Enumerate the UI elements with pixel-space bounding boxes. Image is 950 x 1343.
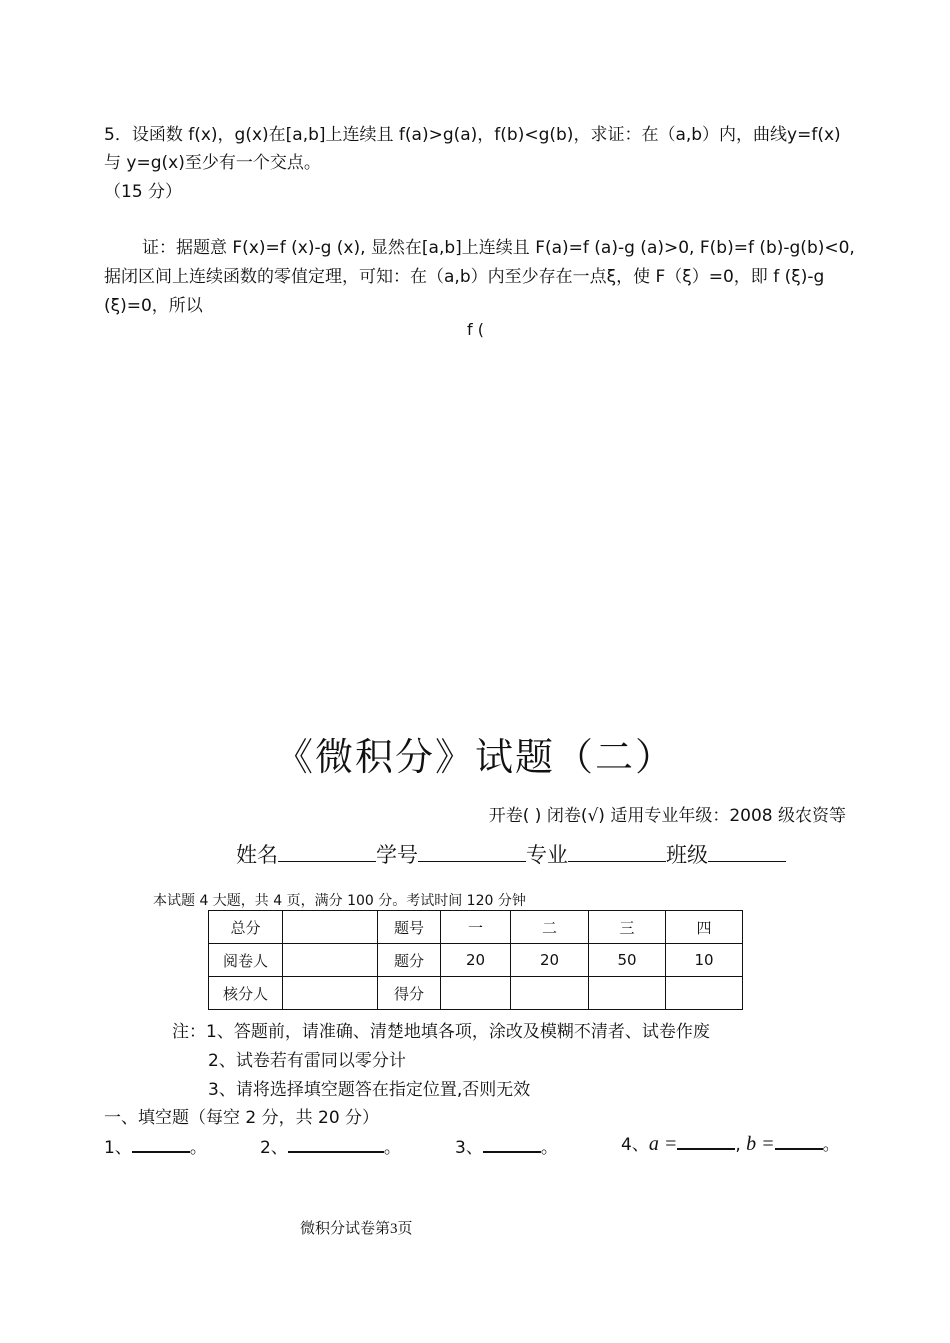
proof-line3: (ξ)=0，所以 — [104, 296, 203, 316]
fill-blank-1 — [104, 1133, 207, 1158]
note-2: 2、试卷若有雷同以零分计 — [208, 1051, 406, 1071]
table-cell: 题分 — [378, 944, 441, 977]
table-row — [209, 977, 743, 1010]
blank-number: 2、 — [260, 1138, 288, 1158]
table-cell[interactable] — [589, 977, 666, 1010]
id-label: 学号 — [376, 843, 418, 867]
table-cell: 50 — [589, 944, 666, 977]
name-field[interactable] — [278, 843, 376, 862]
answer-blank-2[interactable] — [288, 1135, 384, 1153]
blank-number: 1、 — [104, 1138, 132, 1158]
proof-fragment: f ( — [467, 320, 484, 339]
variable-a: a = — [648, 1133, 678, 1155]
table-cell: 一 — [441, 911, 511, 944]
class-label: 班级 — [666, 843, 708, 867]
problem-5-line1: 5．设函数 f(x)，g(x)在[a,b]上连续且 f(a)>g(a)，f(b)<g(b)，求证：在（a,b）内，曲线y=f(x) — [104, 125, 841, 145]
punctuation: 。 — [383, 1138, 401, 1158]
table-cell: 20 — [441, 944, 511, 977]
table-cell: 核分人 — [209, 977, 283, 1010]
table-cell: 题号 — [378, 911, 441, 944]
name-label: 姓名 — [236, 843, 278, 867]
table-cell: 二 — [511, 911, 589, 944]
note-3: 3、请将选择填空题答在指定位置,否则无效 — [208, 1080, 531, 1100]
note-1: 注：1、答题前，请准确、清楚地填各项，涂改及模糊不清者、试卷作废 — [172, 1022, 710, 1042]
punctuation: 。 — [189, 1138, 207, 1158]
table-cell[interactable] — [283, 944, 378, 977]
id-field[interactable] — [418, 843, 526, 862]
variable-b: b = — [746, 1133, 775, 1155]
table-cell: 阅卷人 — [209, 944, 283, 977]
score-table — [208, 910, 743, 1010]
major-field[interactable] — [568, 843, 666, 862]
answer-blank-1[interactable] — [132, 1135, 190, 1153]
table-cell: 得分 — [378, 977, 441, 1010]
proof-line1: 证：据题意 F(x)=f (x)-g (x), 显然在[a,b]上连续且 F(a)=f (a)-g (a)>0, F(b)=f (b)-g(b)<0, — [142, 238, 855, 258]
class-field[interactable] — [708, 843, 786, 862]
major-label: 专业 — [526, 843, 568, 867]
blank-number: 4、 — [621, 1135, 649, 1155]
table-cell[interactable] — [511, 977, 589, 1010]
problem-5-points: （15 分） — [104, 182, 183, 202]
table-cell: 总分 — [209, 911, 283, 944]
table-cell: 四 — [666, 911, 743, 944]
fill-blank-4 — [621, 1130, 840, 1156]
answer-blank-4b[interactable] — [775, 1132, 823, 1150]
punctuation: , — [735, 1135, 741, 1155]
student-info-line — [236, 839, 786, 869]
punctuation: 。 — [822, 1135, 840, 1155]
exam-title: 《微积分》试题（二） — [274, 735, 675, 779]
page-footer: 微积分试卷第3页 — [300, 1221, 413, 1237]
table-row — [209, 911, 743, 944]
table-cell[interactable] — [666, 977, 743, 1010]
table-cell: 三 — [589, 911, 666, 944]
table-cell[interactable] — [283, 977, 378, 1010]
table-cell[interactable] — [283, 911, 378, 944]
punctuation: 。 — [540, 1138, 558, 1158]
answer-blank-4a[interactable] — [677, 1132, 735, 1150]
proof-line2: 据闭区间上连续函数的零值定理，可知：在（a,b）内至少存在一点ξ，使 F（ξ）=0，即 f (ξ)-g — [104, 267, 825, 287]
fill-blank-3 — [455, 1133, 558, 1158]
section-1-heading: 一、填空题（每空 2 分，共 20 分） — [104, 1108, 380, 1128]
fill-blank-2 — [260, 1133, 401, 1158]
exam-summary: 本试题 4 大题，共 4 页，满分 100 分。考试时间 120 分钟 — [153, 893, 526, 909]
answer-blank-3[interactable] — [483, 1135, 541, 1153]
exam-meta: 开卷( ) 闭卷(√) 适用专业年级：2008 级农资等 — [488, 806, 846, 826]
blank-number: 3、 — [455, 1138, 483, 1158]
table-row — [209, 944, 743, 977]
table-cell[interactable] — [441, 977, 511, 1010]
table-cell: 20 — [511, 944, 589, 977]
problem-5-line2: 与 y=g(x)至少有一个交点。 — [104, 153, 321, 173]
table-cell: 10 — [666, 944, 743, 977]
